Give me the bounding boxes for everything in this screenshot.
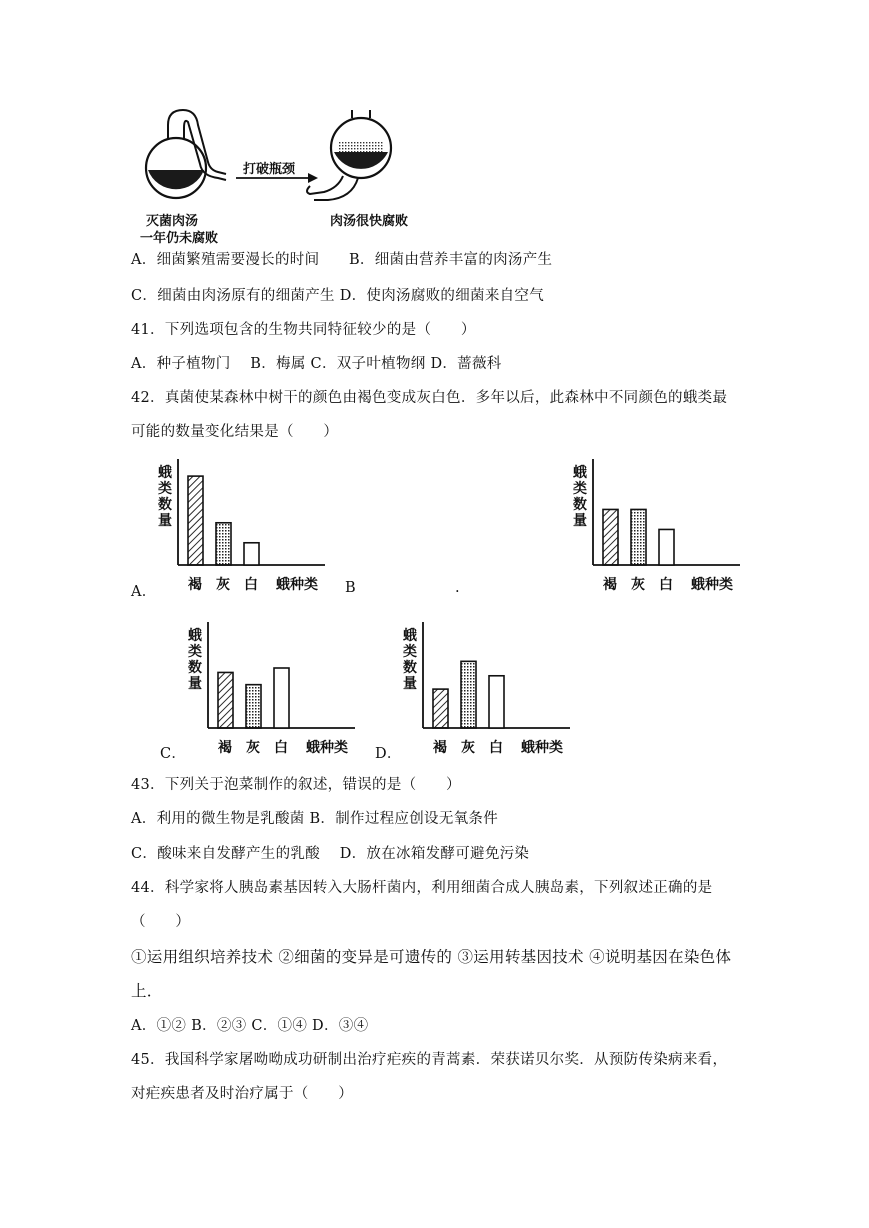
- x-axis-label: 蛾种类: [521, 740, 563, 756]
- bar-chart-option-d: [395, 618, 580, 763]
- q42-option-d-label: D．: [375, 746, 402, 762]
- q45-stem-1: 45．我国科学家屠呦呦成功研制出治疗疟疾的青蒿素．荣获诺贝尔奖．从预防传染病来看，: [131, 1052, 728, 1068]
- x-tick-label: 褐: [218, 740, 232, 756]
- y-axis-label-char: 类: [158, 481, 172, 497]
- q42-stem-1: 42．真菌使某森林中树干的颜色由褐色变成灰白色．多年以后，此森林中不同颜色的蛾类最: [131, 390, 728, 406]
- x-axis-label: 蛾种类: [691, 577, 733, 593]
- broken-neck-flask-right: [307, 110, 391, 200]
- bar-褐: [188, 476, 203, 565]
- x-axis-label: 蛾种类: [306, 740, 348, 756]
- bar-灰: [461, 661, 476, 728]
- bar-白: [244, 543, 259, 565]
- y-axis-label-char: 量: [573, 513, 587, 529]
- bar-灰: [246, 685, 261, 728]
- y-axis-label-char: 蛾: [573, 465, 587, 481]
- y-axis-label-char: 类: [188, 644, 202, 660]
- bar-白: [274, 668, 289, 728]
- y-axis-label-char: 蛾: [403, 628, 417, 644]
- q44-stem-2: （ ）: [131, 914, 191, 930]
- q44-items-2: 上．: [131, 982, 163, 1000]
- x-axis-label: 蛾种类: [276, 577, 318, 593]
- q44-stem-1: 44．科学家将人胰岛素基因转入大肠杆菌内，利用细菌合成人胰岛素，下列叙述正确的是: [131, 880, 713, 896]
- q40-options-line-2: C．细菌由肉汤原有的细菌产生 D．使肉汤腐败的细菌来自空气: [131, 288, 545, 304]
- y-axis-label-char: 量: [403, 676, 417, 692]
- y-axis-label-char: 数: [188, 660, 202, 676]
- bar-褐: [218, 672, 233, 728]
- x-tick-label: 白: [244, 577, 258, 593]
- y-axis-label-char: 蛾: [158, 465, 172, 481]
- q43-options-1: A．利用的微生物是乳酸菌 B．制作过程应创设无氧条件: [131, 811, 499, 827]
- q40-options-line-1: A．细菌繁殖需要漫长的时间 B．细菌由营养丰富的肉汤产生: [131, 252, 553, 268]
- flask-caption-left-2: 一年仍未腐败: [140, 231, 219, 246]
- q41-stem: 41．下列选项包含的生物共同特征较少的是（ ）: [131, 322, 476, 338]
- q42-option-c-label: C．: [160, 746, 187, 762]
- bar-褐: [603, 509, 618, 565]
- q41-options: A．种子植物门 B．梅属 C．双子叶植物纲 D．蔷薇科: [131, 356, 502, 372]
- bar-灰: [216, 523, 231, 565]
- x-tick-label: 灰: [216, 577, 230, 593]
- bar-chart-option-b: [565, 455, 750, 600]
- y-axis-label-char: 数: [573, 497, 587, 513]
- q42-stem-2: 可能的数量变化结果是（ ）: [131, 424, 339, 440]
- bar-褐: [433, 689, 448, 728]
- q44-items-1: ①运用组织培养技术 ②细菌的变异是可遗传的 ③运用转基因技术 ④说明基因在染色体: [131, 948, 732, 966]
- x-tick-label: 灰: [631, 577, 645, 593]
- swan-neck-flask-left: [146, 110, 226, 198]
- y-axis-label-char: 量: [188, 676, 202, 692]
- y-axis-label-char: 蛾: [188, 628, 202, 644]
- flask-arrow-label: 打破瓶颈: [243, 162, 296, 177]
- x-tick-label: 白: [489, 740, 503, 756]
- bar-灰: [631, 509, 646, 565]
- flask-caption-left-1: 灭菌肉汤: [146, 214, 199, 229]
- q42-option-b-label: B: [345, 580, 356, 596]
- y-axis-label-char: 类: [403, 644, 417, 660]
- q42-option-b-dot: .: [455, 580, 460, 596]
- bar-chart-option-a: [150, 455, 335, 600]
- q43-options-2: C．酸味来自发酵产生的乳酸 D．放在冰箱发酵可避免污染: [131, 846, 530, 862]
- q45-stem-2: 对疟疾患者及时治疗属于（ ）: [131, 1086, 353, 1102]
- x-tick-label: 褐: [603, 577, 617, 593]
- x-tick-label: 白: [659, 577, 673, 593]
- bar-chart-option-c: [180, 618, 365, 763]
- flask-caption-right: 肉汤很快腐败: [330, 214, 409, 229]
- x-tick-label: 灰: [461, 740, 475, 756]
- y-axis-label-char: 类: [573, 481, 587, 497]
- y-axis-label-char: 量: [158, 513, 172, 529]
- x-tick-label: 褐: [188, 577, 202, 593]
- y-axis-label-char: 数: [403, 660, 417, 676]
- y-axis-label-char: 数: [158, 497, 172, 513]
- bar-白: [659, 529, 674, 565]
- x-tick-label: 灰: [246, 740, 260, 756]
- q44-options: A．①② B．②③ C．①④ D．③④: [131, 1018, 369, 1034]
- x-tick-label: 白: [274, 740, 288, 756]
- q43-stem: 43．下列关于泡菜制作的叙述，错误的是（ ）: [131, 777, 461, 793]
- q42-option-a-label: A．: [131, 584, 157, 600]
- x-tick-label: 褐: [433, 740, 447, 756]
- bar-白: [489, 676, 504, 728]
